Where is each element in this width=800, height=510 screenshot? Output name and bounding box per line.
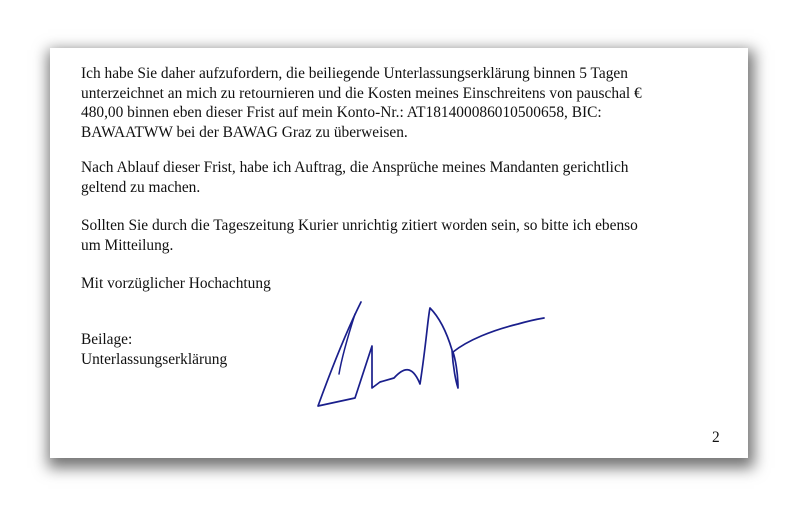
signature-stroke bbox=[318, 302, 544, 406]
letter-page bbox=[50, 48, 748, 458]
text-line: BAWAATWW bei der BAWAG Graz zu überweisen. bbox=[81, 123, 408, 141]
text-line: Mit vorzüglicher Hochachtung bbox=[81, 275, 271, 292]
enclosure-item: Unterlassungserklärung bbox=[81, 350, 228, 368]
paragraph-misquote bbox=[81, 216, 638, 255]
paragraph-deadline bbox=[81, 158, 629, 197]
text-line: geltend zu machen. bbox=[81, 178, 201, 196]
text-line: Nach Ablauf dieser Frist, habe ich Auftrag, die Ansprüche meines Mandanten gerichtlich bbox=[81, 159, 629, 176]
page-number: 2 bbox=[712, 429, 720, 446]
paragraph-payment-demand bbox=[81, 64, 642, 142]
enclosure-label: Beilage: bbox=[81, 331, 133, 348]
text-line: 480,00 binnen eben dieser Frist auf mein Konto-Nr.: AT181400086010500658, BIC: bbox=[81, 104, 602, 121]
text-line: um Mitteilung. bbox=[81, 236, 174, 254]
closing-salutation bbox=[81, 274, 271, 294]
text-line: Sollten Sie durch die Tageszeitung Kurier unrichtig zitiert worden sein, so bitte ich ebenso bbox=[81, 217, 638, 234]
text-line: unterzeichnet an mich zu retournieren und die Kosten meines Einschreitens von pauschal € bbox=[81, 84, 642, 102]
handwritten-signature bbox=[308, 296, 558, 412]
enclosure-note bbox=[81, 330, 227, 369]
text-line: Ich habe Sie daher aufzufordern, die beiliegende Unterlassungserklärung binnen 5 Tagen bbox=[81, 65, 628, 82]
